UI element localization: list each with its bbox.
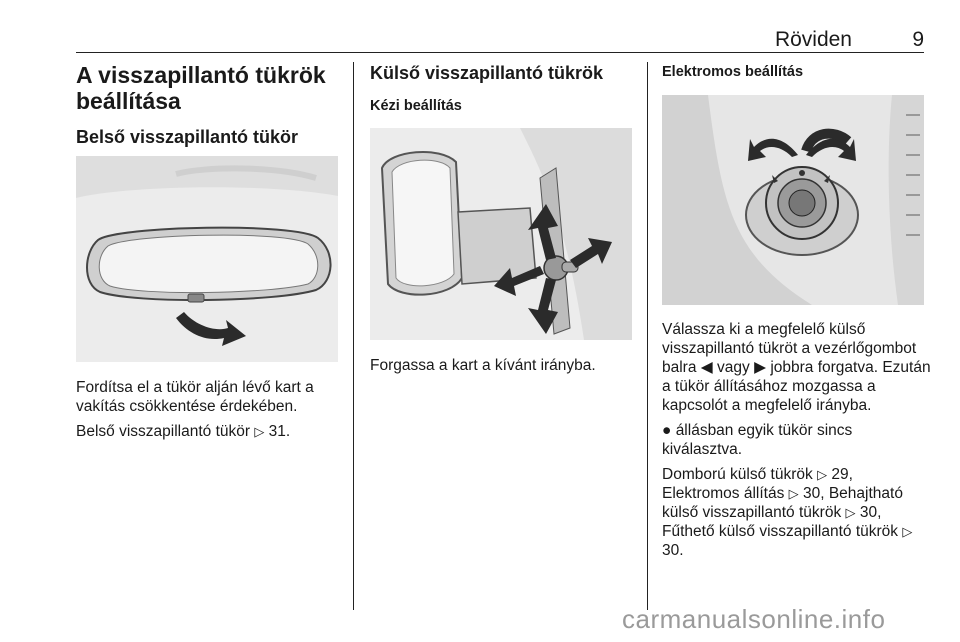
column-3 [662, 62, 924, 82]
ref2b-text: Behajtható külső visszapillantó tükrök [662, 485, 903, 521]
ref1-page-link[interactable]: 29, [831, 466, 853, 483]
page-number: 9 [912, 28, 924, 51]
ref-arrow-icon: ▷ [254, 424, 265, 439]
column-1 [76, 62, 338, 148]
paragraph-3: Forgassa a kart a kívánt irányba. [370, 357, 596, 374]
paragraph-6 [662, 465, 932, 560]
column-2-text [370, 356, 632, 375]
paragraph-4 [662, 320, 932, 415]
ref-text: Belső visszapillantó tükör [76, 423, 251, 440]
column-divider-1 [353, 62, 354, 610]
section-heading: A visszapillantó tükrök beállítása [76, 62, 326, 114]
right-triangle-icon: ▶ [754, 359, 766, 376]
subsection-heading-2: Kézi beállítás [370, 98, 462, 114]
column-3-text [662, 320, 932, 560]
ref-page-link[interactable]: 31. [268, 423, 291, 440]
rearview-mirror-illustration [76, 156, 338, 362]
ref-arrow-icon: ▷ [788, 486, 799, 501]
ref-arrow-icon: ▷ [845, 505, 856, 520]
column-1-text [76, 378, 338, 441]
paragraph-2 [76, 422, 338, 441]
para4-part-a: Válassza ki a megfelelő külső visszapillantó tükröt a vezérlőgombot balra [662, 321, 917, 376]
section-heading-2: Külső visszapillantó tükrök [370, 63, 604, 83]
header-rule [76, 52, 924, 53]
filled-circle-icon: ● [662, 422, 672, 439]
ref-arrow-icon: ▷ [817, 467, 828, 482]
column-2 [370, 62, 632, 116]
left-triangle-icon: ◀ [700, 359, 713, 376]
column-divider-2 [647, 62, 648, 610]
watermark: carmanualsonline.info [622, 604, 886, 634]
ref-arrow-icon: ▷ [902, 524, 913, 539]
subsection-heading: Belső visszapillantó tükör [76, 127, 299, 147]
ref3-text: Fűthető külső visszapillantó tükrök [662, 523, 899, 540]
subsection-heading-3: Elektromos beállítás [662, 64, 804, 80]
para5-text: állásban egyik tükör sincs kiválasztva. [662, 422, 853, 458]
ref2-page-link[interactable]: 30, [802, 485, 825, 502]
para4-part-c: jobbra forgatva. Ezután a tükör állításához mozgassa a kapcsolót a megfelelő irányba. [662, 359, 931, 414]
paragraph-1: Fordítsa el a tükör alján lévő kart a vakítás csökkentése érdekében. [76, 379, 314, 415]
header-title: Röviden [774, 28, 852, 51]
manual-mirror-illustration [370, 128, 632, 340]
electric-mirror-switch-illustration [662, 95, 924, 305]
para4-part-b: vagy [717, 359, 750, 376]
paragraph-5 [662, 421, 932, 459]
ref2b-page-link[interactable]: 30, [859, 504, 882, 521]
ref3-page-link[interactable]: 30. [662, 542, 684, 559]
ref1-text: Domború külső tükrök [662, 466, 813, 483]
ref2-text: Elektromos állítás [662, 485, 785, 502]
